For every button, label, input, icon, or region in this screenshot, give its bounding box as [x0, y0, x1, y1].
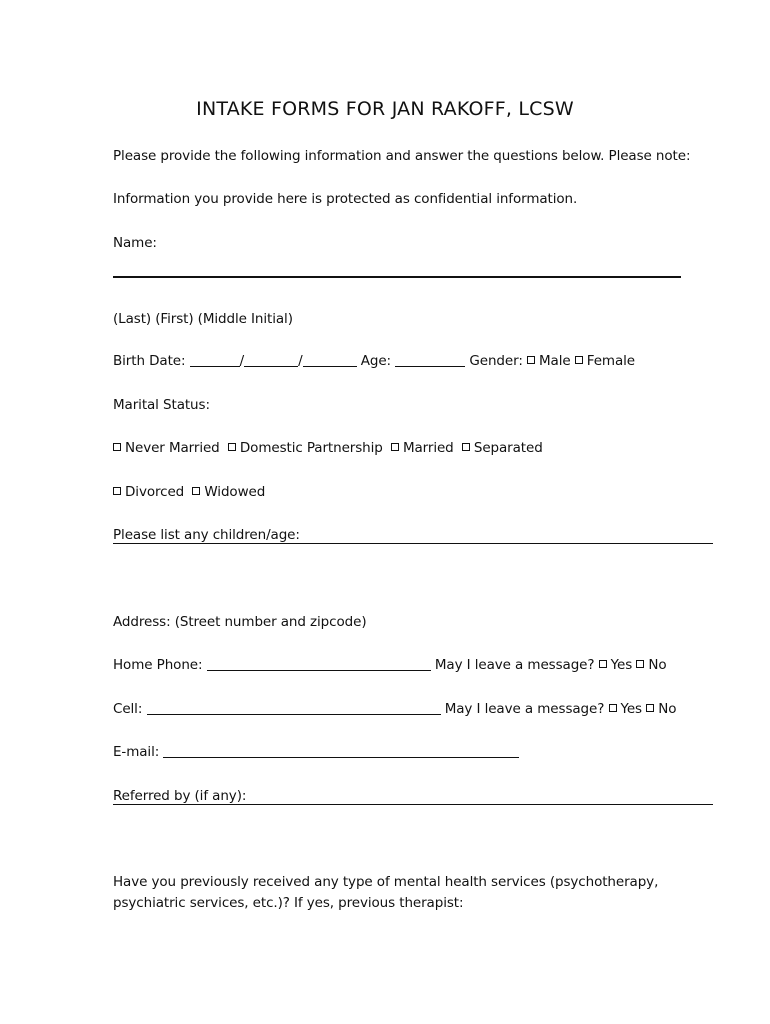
- email-row: [113, 743, 519, 761]
- date-separator: /: [239, 353, 245, 369]
- name-label: Name:: [113, 235, 157, 251]
- domestic-partnership-checkbox[interactable]: [228, 443, 236, 451]
- cell-message-yes-checkbox[interactable]: [609, 704, 617, 712]
- gender-label: Gender:: [469, 353, 523, 369]
- married-label: Married: [402, 440, 454, 456]
- birth-year-field[interactable]: [303, 352, 357, 367]
- email-field[interactable]: [163, 743, 519, 758]
- date-separator: /: [298, 353, 303, 369]
- home-message-yes-checkbox[interactable]: [599, 660, 607, 668]
- separated-checkbox[interactable]: [462, 443, 470, 451]
- form-title: INTAKE FORMS FOR JAN RAKOFF, LCSW: [196, 98, 574, 120]
- referred-field[interactable]: [113, 804, 713, 805]
- intro-text-line-2: Information you provide here is protected as confidential information.: [113, 191, 578, 207]
- gender-male-label: Male: [538, 353, 571, 369]
- domestic-partnership-label: Domestic Partnership: [239, 440, 383, 456]
- mental-health-question: Have you previously received any type of mental health services (psychotherapy, psychiatric services, etc.)? If yes, previous therapist:: [113, 874, 659, 911]
- cell-phone-field[interactable]: [147, 700, 441, 715]
- married-checkbox[interactable]: [391, 443, 399, 451]
- birth-date-row: [113, 352, 635, 370]
- cell-message-no-checkbox[interactable]: [646, 704, 654, 712]
- never-married-checkbox[interactable]: [113, 443, 121, 451]
- age-field[interactable]: [395, 352, 465, 367]
- home-message-no-label: No: [648, 657, 667, 673]
- referred-label: Referred by (if any):: [113, 788, 247, 804]
- home-phone-row: [113, 656, 667, 674]
- cell-label: Cell:: [113, 701, 143, 717]
- cell-message-yes-label: Yes: [620, 701, 642, 717]
- widowed-label: Widowed: [204, 484, 266, 500]
- home-message-question: May I leave a message?: [434, 657, 595, 673]
- cell-message-question: May I leave a message?: [444, 701, 605, 717]
- marital-options-row-2: [113, 483, 265, 501]
- divorced-label: Divorced: [125, 484, 185, 500]
- address-label: Address: (Street number and zipcode): [113, 614, 367, 630]
- cell-message-no-label: No: [658, 701, 677, 717]
- gender-female-checkbox[interactable]: [575, 356, 583, 364]
- marital-status-label: Marital Status:: [113, 397, 210, 413]
- never-married-label: Never Married: [125, 440, 220, 456]
- home-phone-field[interactable]: [207, 656, 431, 671]
- children-label: Please list any children/age:: [113, 527, 300, 543]
- cell-phone-row: [113, 700, 676, 718]
- name-field[interactable]: [113, 276, 681, 278]
- birth-day-field[interactable]: [244, 352, 298, 367]
- children-field[interactable]: [113, 543, 713, 544]
- widowed-checkbox[interactable]: [192, 487, 200, 495]
- home-message-no-checkbox[interactable]: [636, 660, 644, 668]
- birth-month-field[interactable]: [190, 352, 240, 367]
- age-label: Age:: [360, 353, 391, 369]
- home-phone-label: Home Phone:: [113, 657, 203, 673]
- intro-text-line-1: Please provide the following information and answer the questions below. Please note:: [113, 148, 691, 164]
- name-parts-label: (Last) (First) (Middle Initial): [113, 311, 293, 327]
- gender-male-checkbox[interactable]: [527, 356, 535, 364]
- email-label: E-mail:: [113, 744, 160, 760]
- gender-female-label: Female: [586, 353, 635, 369]
- marital-options-row-1: [113, 439, 543, 457]
- separated-label: Separated: [473, 440, 543, 456]
- birth-date-label: Birth Date:: [113, 353, 186, 369]
- divorced-checkbox[interactable]: [113, 487, 121, 495]
- home-message-yes-label: Yes: [610, 657, 633, 673]
